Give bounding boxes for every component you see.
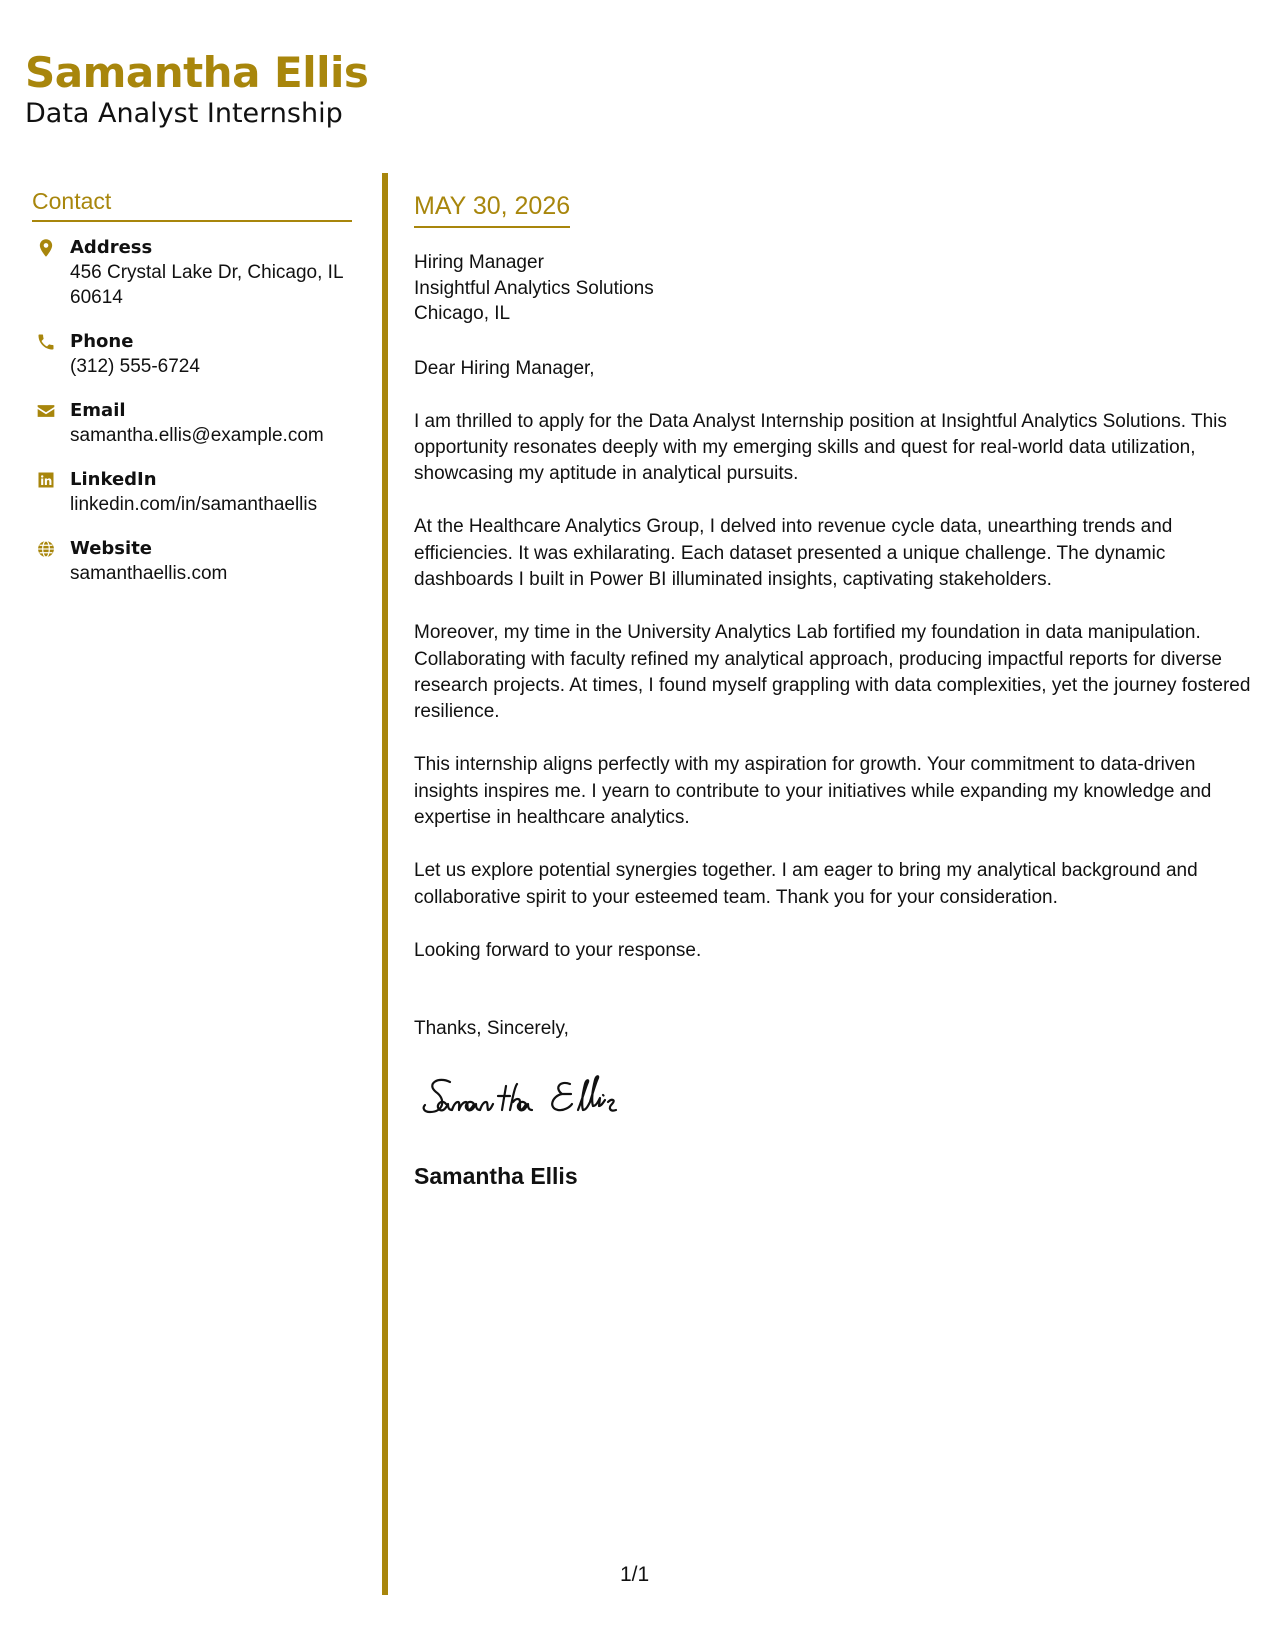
letter-body <box>414 190 1252 1191</box>
contact-item-email <box>32 399 352 448</box>
contact-item-phone <box>32 330 352 379</box>
recipient-block <box>414 250 1252 327</box>
linkedin-icon <box>32 468 70 490</box>
contact-label: Email <box>70 400 126 421</box>
page-number: 1/1 <box>620 1563 650 1586</box>
contact-label: Phone <box>70 331 134 352</box>
letter-paragraph: Let us explore potential synergies together. I am eager to bring my analytical background and collaborative spirit to your esteemed team. Thank you for your consideration. <box>414 860 1198 908</box>
contact-value: (312) 555-6724 <box>70 356 200 377</box>
recipient-line: Chicago, IL <box>414 303 511 324</box>
contact-label: LinkedIn <box>70 469 157 490</box>
contact-value: linkedin.com/in/samanthaellis <box>70 494 318 515</box>
contact-item-linkedin <box>32 468 352 517</box>
letter-paragraph: I am thrilled to apply for the Data Analyst Internship position at Insightful Analytics Solutions. This opportunity resonates deeply with my emerging skills and quest for real-world data utilization, showcasing my aptitude in analytical pursuits. <box>414 410 1227 485</box>
map-pin-icon <box>32 236 70 258</box>
contact-item-address <box>32 236 352 310</box>
envelope-icon <box>32 399 70 421</box>
contact-section-title: Contact <box>32 186 352 222</box>
globe-icon <box>32 537 70 559</box>
contact-value: 456 Crystal Lake Dr, Chicago, IL 60614 <box>70 262 343 308</box>
contact-label: Address <box>70 237 153 258</box>
contact-item-website <box>32 537 352 586</box>
contact-label: Website <box>70 538 153 559</box>
phone-icon <box>32 330 70 352</box>
contact-sidebar <box>32 186 352 606</box>
handwritten-signature <box>420 1068 680 1128</box>
letter-date: MAY 30, 2026 <box>414 190 570 228</box>
letter-paragraph: At the Healthcare Analytics Group, I delved into revenue cycle data, unearthing trends and efficiencies. It was exhilarating. Each dataset presented a unique challenge. The dynamic dashboards I built in Power BI illuminated insights, captivating stakeholders. <box>414 516 1173 590</box>
recipient-line: Insightful Analytics Solutions <box>414 277 654 299</box>
letter-paragraph: Looking forward to your response. <box>414 939 702 961</box>
job-title: Data Analyst Internship <box>25 98 343 129</box>
vertical-divider <box>382 173 388 1595</box>
contact-value: samanthaellis.com <box>70 563 228 584</box>
salutation: Dear Hiring Manager, <box>414 357 595 379</box>
letter-paragraph: Moreover, my time in the University Analytics Lab fortified my foundation in data manipulation. Collaborating with faculty refined my analytical approach, producing impactful reports for diverse research projects. At times, I found myself grappling with data complexities, yet the journey fostered resilience. <box>414 622 1251 723</box>
closing: Thanks, Sincerely, <box>414 1018 569 1040</box>
header <box>25 48 368 130</box>
letter-paragraph: This internship aligns perfectly with my aspiration for growth. Your commitment to data-driven insights inspires me. I yearn to contribute to your initiatives while expanding my knowledge and expertise in healthcare analytics. <box>414 754 1212 829</box>
contact-value: samantha.ellis@example.com <box>70 425 324 446</box>
recipient-line: Hiring Manager <box>414 252 544 273</box>
signed-name: Samantha Ellis <box>414 1163 578 1190</box>
applicant-name: Samantha Ellis <box>25 48 369 97</box>
